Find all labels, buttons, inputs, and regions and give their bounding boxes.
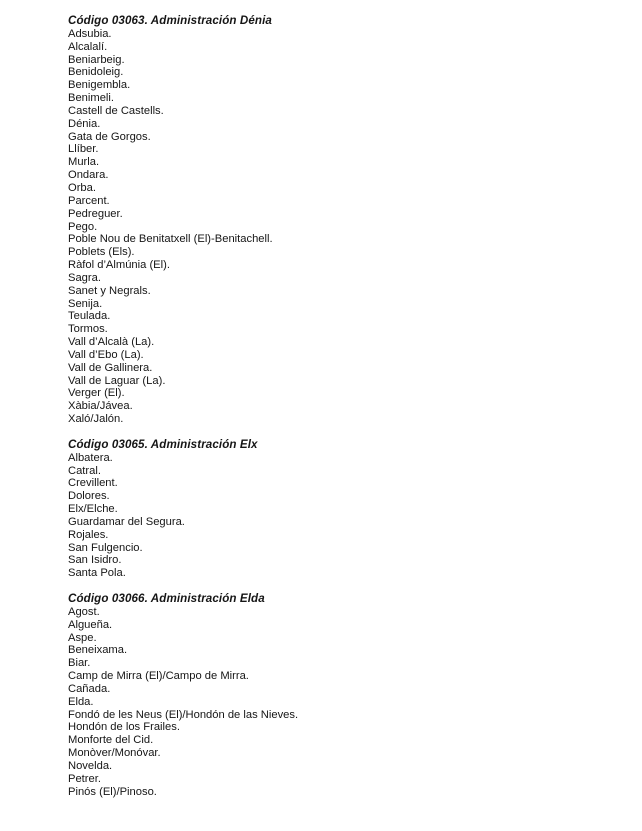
municipality-item: Teulada. bbox=[68, 310, 111, 323]
municipality-item: Cañada. bbox=[68, 682, 111, 695]
municipality-item: Guardamar del Segura. bbox=[68, 515, 185, 528]
municipality-item: San Isidro. bbox=[68, 554, 122, 567]
municipality-item: Hondón de los Frailes. bbox=[68, 721, 180, 734]
municipality-item: Orba. bbox=[68, 181, 96, 194]
municipality-item: Petrer. bbox=[68, 772, 101, 785]
municipality-item: Algueña. bbox=[68, 618, 113, 631]
municipality-item: Castell de Castells. bbox=[68, 104, 164, 117]
municipality-item: Pedreguer. bbox=[68, 207, 123, 220]
municipality-item: Xaló/Jalón. bbox=[68, 413, 124, 426]
municipality-list bbox=[68, 606, 602, 799]
municipality-item: Fondó de les Neus (El)/Hondón de las Nieves. bbox=[68, 708, 299, 721]
sections-container bbox=[68, 15, 602, 798]
section-heading: Código 03063. Administración Dénia bbox=[68, 14, 272, 27]
code-section bbox=[68, 15, 602, 426]
municipality-item: Pego. bbox=[68, 220, 98, 233]
municipality-item: Beneixama. bbox=[68, 644, 128, 657]
municipality-item: Alcalalí. bbox=[68, 40, 108, 53]
municipality-list bbox=[68, 452, 602, 580]
municipality-item: Parcent. bbox=[68, 194, 110, 207]
municipality-item: Albatera. bbox=[68, 451, 113, 464]
municipality-item: Camp de Mirra (El)/Campo de Mirra. bbox=[68, 670, 249, 683]
municipality-item: Santa Pola. bbox=[68, 567, 126, 580]
municipality-item: Elx/Elche. bbox=[68, 503, 118, 516]
municipality-item: Ràfol d’Almúnia (El). bbox=[68, 259, 170, 272]
municipality-item: Biar. bbox=[68, 657, 91, 670]
municipality-item: Poble Nou de Benitatxell (El)-Benitachell. bbox=[68, 233, 273, 246]
code-section bbox=[68, 593, 602, 799]
municipality-item: Monòver/Monóvar. bbox=[68, 747, 161, 760]
municipality-item: Ondara. bbox=[68, 169, 109, 182]
municipality-item: Pinós (El)/Pinoso. bbox=[68, 785, 157, 798]
municipality-item: Vall de Gallinera. bbox=[68, 361, 153, 374]
municipality-item: Tormos. bbox=[68, 323, 108, 336]
section-heading: Código 03065. Administración Elx bbox=[68, 437, 258, 451]
municipality-item: Elda. bbox=[68, 695, 94, 708]
municipality-item: Crevillent. bbox=[68, 477, 118, 490]
municipality-item: Beniarbeig. bbox=[68, 53, 125, 66]
municipality-item: Novelda. bbox=[68, 759, 113, 772]
municipality-item: Benimeli. bbox=[68, 92, 115, 105]
municipality-item: Senija. bbox=[68, 297, 103, 310]
municipality-item: Dolores. bbox=[68, 490, 110, 503]
municipality-item: Murla. bbox=[68, 156, 100, 169]
municipality-item: Poblets (Els). bbox=[68, 246, 135, 259]
municipality-item: Benigembla. bbox=[68, 79, 131, 92]
section-heading: Código 03066. Administración Elda bbox=[68, 591, 265, 605]
municipality-item: Llíber. bbox=[68, 143, 99, 156]
municipality-item: San Fulgencio. bbox=[68, 541, 143, 554]
municipality-list bbox=[68, 28, 602, 426]
municipality-item: Vall d’Ebo (La). bbox=[68, 348, 144, 361]
code-section bbox=[68, 439, 602, 580]
municipality-item: Catral. bbox=[68, 464, 101, 477]
municipality-item: Vall d’Alcalà (La). bbox=[68, 336, 155, 349]
municipality-item: Vall de Laguar (La). bbox=[68, 374, 166, 387]
municipality-item: Rojales. bbox=[68, 528, 109, 541]
municipality-item: Adsubia. bbox=[68, 27, 112, 40]
municipality-item: Dénia. bbox=[68, 117, 101, 130]
municipality-item: Aspe. bbox=[68, 631, 97, 644]
municipality-item: Xàbia/Jávea. bbox=[68, 400, 133, 413]
municipality-item: Benidoleig. bbox=[68, 66, 124, 79]
municipality-item: Sanet y Negrals. bbox=[68, 284, 151, 297]
municipality-item: Gata de Gorgos. bbox=[68, 130, 151, 143]
municipality-item: Sagra. bbox=[68, 271, 101, 284]
municipality-item: Agost. bbox=[68, 605, 100, 618]
municipality-item: Verger (El). bbox=[68, 387, 125, 400]
municipality-item: Monforte del Cid. bbox=[68, 734, 154, 747]
